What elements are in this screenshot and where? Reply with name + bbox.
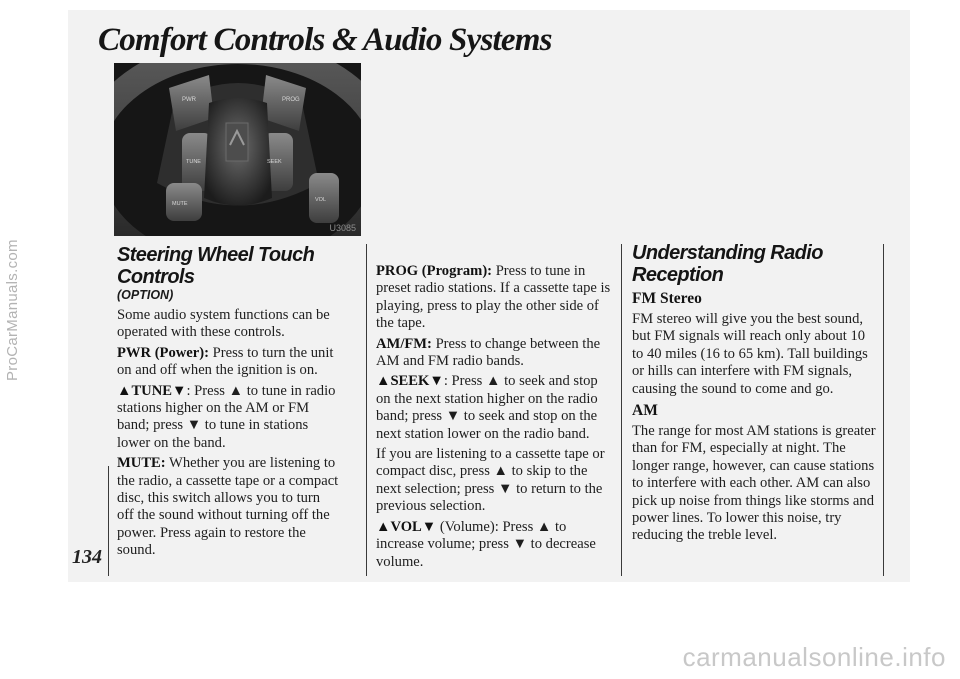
vol-paragraph xyxy=(376,519,614,571)
fm-paragraph: FM stereo will give you the best sound, but FM signals will reach only about 10 to 40 miles (16 to 65 km). Tall buildings or hills can interfere with FM signals, causing the sound to come and go. xyxy=(632,311,868,397)
pwr-paragraph xyxy=(117,345,339,380)
am-heading: AM xyxy=(632,402,658,420)
column-radio-reception xyxy=(632,242,876,548)
pwr-label: PWR xyxy=(182,97,196,103)
seek-term: ▲SEEK▼ xyxy=(376,373,444,390)
steering-wheel-illustration xyxy=(114,63,361,236)
fm-stereo-heading: FM Stereo xyxy=(632,290,702,307)
amfm-paragraph xyxy=(376,336,614,371)
prog-term: PROG (Program): xyxy=(376,263,493,279)
page-number-divider xyxy=(108,466,109,576)
mute-text: Whether you are listening to the radio, a cassette tape or a compact disc, this switch allows you to turn off the sound without turning off the power. Press again to restore the sound. xyxy=(117,455,339,559)
vol-label: VOL xyxy=(315,197,327,203)
tune-paragraph xyxy=(117,383,339,453)
column-steering-controls xyxy=(117,244,339,563)
mute-label: MUTE xyxy=(172,201,188,207)
bottom-watermark: carmanualsonline.info xyxy=(682,642,946,672)
pwr-term: PWR (Power): xyxy=(117,344,209,361)
page-number: 134 xyxy=(72,546,102,568)
intro-paragraph: Some audio system functions can be operated with these controls. xyxy=(117,307,330,341)
pwr-text: Press to turn the unit on and off when the ignition is on. xyxy=(117,344,334,379)
photo-code: U3085 xyxy=(329,223,356,233)
option-tag: (OPTION) xyxy=(117,288,174,302)
mute-term: MUTE: xyxy=(117,455,166,472)
radio-reception-heading: Understanding Radio Reception xyxy=(632,242,823,286)
amfm-term: AM/FM: xyxy=(376,335,432,352)
section-title: Comfort Controls & Audio Systems xyxy=(98,22,552,58)
steering-controls-heading: Steering Wheel Touch Controls xyxy=(117,244,315,288)
mute-paragraph xyxy=(117,455,339,559)
vol-text: (Volume): Press ▲ to increase volume; press ▼ to decrease volume. xyxy=(376,518,596,570)
amfm-text: Press to change between the AM and FM radio bands. xyxy=(376,335,601,370)
column-radio-controls xyxy=(376,263,614,574)
tune-label: TUNE xyxy=(186,159,201,165)
prog-label: PROG xyxy=(282,97,300,103)
seek-paragraph xyxy=(376,373,614,443)
column-divider-3 xyxy=(883,244,884,576)
tune-term: ▲TUNE▼ xyxy=(117,382,187,399)
steering-wheel-photo xyxy=(114,63,361,236)
prog-paragraph xyxy=(376,263,614,333)
seek-text: : Press ▲ to seek and stop on the next station higher on the radio band; press ▼ to seek and stop on the next station lower on the radio band. xyxy=(376,373,598,442)
tune-text: : Press ▲ to tune in radio stations higher on the AM or FM band; press ▼ to tune in stations lower on the band. xyxy=(117,382,336,451)
cassette-paragraph: If you are listening to a cassette tape or compact disc, press ▲ to skip to the next selection; press ▼ to return to the previous selection. xyxy=(376,446,605,515)
side-watermark: ProCarManuals.com xyxy=(4,239,21,381)
vol-term: ▲VOL▼ xyxy=(376,518,437,535)
column-divider-1 xyxy=(366,244,367,576)
seek-label: SEEK xyxy=(267,159,282,165)
am-paragraph: The range for most AM stations is greater than for FM, especially at night. The longer range, however, can cause stations to interfere with each other. AM can also pick up noise from things like storms and power lines. To lower this noise, try reducing the treble level. xyxy=(632,423,876,544)
column-divider-2 xyxy=(621,244,622,576)
prog-text: Press to tune in preset radio stations. If a cassette tape is playing, press to play the other side of the tape. xyxy=(376,263,611,332)
